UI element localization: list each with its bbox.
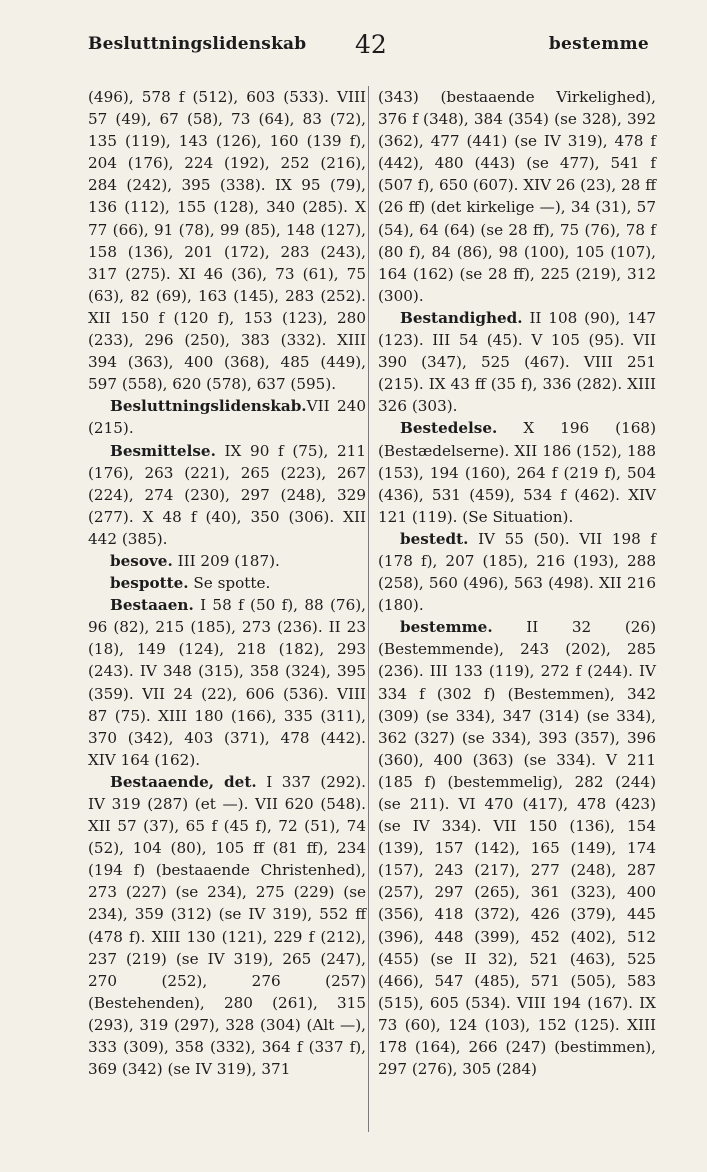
entry-references: IX 90 f (75), 211 (176), 263 (221), 265 (223), 267 (224), 274 (230), 297 (248), 329 (277). X 48 f (40), 350 (306). XII 442 (385). [88, 441, 367, 548]
page-header [0, 30, 707, 64]
page-number: 42 [355, 30, 387, 59]
entry-references: I 58 f (50 f), 88 (76), 96 (82), 215 (185), 273 (236). II 23 (18), 149 (124), 218 (182), 293 (243). IV 348 (315), 358 (324), 395 (359). VII 24 (22), 606 (536). VIII 87 (75). XIII 180 (166), 335 (311), 370 (342), 403 (371), 478 (442). XIV 164 (162). [88, 596, 366, 769]
running-head-left: Besluttningslidenskab [88, 34, 307, 54]
entry-headword: bespotte. [110, 574, 189, 593]
entry-references: (496), 578 f (512), 603 (533). VIII 57 (49), 67 (58), 73 (64), 83 (72), 135 (119), 143 (126), 160 (139 f), 204 (176), 224 (192), 252 (216), 284 (242), 395 (338). IX 95 (79), 136 (112), 155 (128), 340 (285). X 77 (66), 91 (78), 99 (85), 148 (127), 158 (136), 201 (172), 283 (243), 317 (275). XI 46 (36), 73 (61), 75 (63), 82 (69), 163 (145), 283 (252). XII 150 f (120 f), 153 (123), 280 (233), 296 (250), 383 (332). XIII 394 (363), 400 (368), 485 (449), 597 (558), 620 (578), 637 (595). [88, 88, 366, 394]
index-entry [378, 417, 656, 527]
entry-references: II 108 (90), 147 (123). III 54 (45). V 105 (95). VII 390 (347), 525 (467). VIII 251 (215). IX 43 ff (35 f), 336 (282). XIII 326 (303). [378, 308, 656, 416]
entry-headword: Bestedelse. [400, 419, 498, 438]
entry-references: (343) (bestaaende Virkelighed), 376 f (348), 384 (354) (se 328), 392 (362), 477 (441) (se IV 319), 478 f (442), 480 (443) (se 477), 541 f (507 f), 650 (607). XIV 26 (23), 28 ff (26 ff) (det kirkelige —), 34 (31), 57 (54), 64 (64) (se 28 ff), 75 (76), 78 f (80 f), 84 (86), 98 (100), 105 (107), 164 (162) (se 28 ff), 225 (219), 312 (300). [378, 88, 656, 305]
left-column [88, 86, 366, 1080]
entry-references: II 32 (26) (Bestemmende), 243 (202), 285 (236). III 133 (119), 272 f (244). IV 334 f (302 f) (Bestemmen), 342 (309) (se 334), 347 (314) (se 334), 362 (327) (se 334), 393 (357), 396 (360), 400 (363) (se 334). V 211 (185 f) (bestemmelig), 282 (244) (se 211). VI 470 (417), 478 (423) (se IV 334). VII 150 (136), 154 (139), 157 (142), 165 (149), 174 (157), 243 (217), 277 (248), 287 (257), 297 (265), 361 (323), 400 (356), 418 (372), 426 (379), 445 (396), 448 (399), 452 (402), 512 (455) (se II 32), 521 (463), 525 (466), 547 (485), 571 (505), 583 (515), 605 (534). VIII 194 (167). IX 73 (60), 124 (103), 152 (125). XIII 178 (164), 266 (247) (bestimmen), 297 (276), 305 (284) [378, 618, 657, 1079]
index-entry [88, 572, 366, 594]
index-entry [88, 594, 366, 771]
index-entry [88, 395, 366, 439]
index-entry [378, 528, 656, 616]
entry-references: X 196 (168) (Bestædelserne). XII 186 (152), 188 (153), 194 (160), 264 f (219 f), 504 (436), 531 (459), 534 f (462). XIV 121 (119). (Se Situation). [378, 419, 657, 526]
entry-headword: Bestaaende, det. [110, 772, 257, 791]
index-entry-continued [88, 86, 366, 395]
entry-references: IV 55 (50). VII 198 f (178 f), 207 (185), 216 (193), 288 (258), 560 (496), 563 (498). XII 216 (180). [378, 529, 657, 615]
entry-references: Se spotte. [193, 574, 271, 593]
index-entry [378, 307, 656, 417]
entry-references: I 337 (292). IV 319 (287) (et —). VII 620 (548). XII 57 (37), 65 f (45 f), 72 (51), 74 (52), 104 (80), 105 ff (81 ff), 234 (194 f) (bestaaende Christenhed), 273 (227) (se 234), 275 (229) (se 234), 359 (312) (se IV 319), 552 ff (478 f). XIII 130 (121), 229 f (212), 237 (219) (se IV 319), 265 (247), 270 (252), 276 (257) (Bestehenden), 280 (261), 315 (293), 319 (297), 328 (304) (Alt —), 333 (309), 358 (332), 364 f (337 f), 369 (342) (se IV 319), 371 [88, 772, 367, 1079]
right-column [378, 86, 656, 1080]
entry-headword: besove. [110, 551, 173, 570]
entry-headword: bestedt. [400, 529, 469, 548]
running-head-right: bestemme [548, 34, 649, 54]
entry-headword: Besmittelse. [110, 441, 216, 460]
entry-references: III 209 (187). [177, 551, 280, 570]
index-entry [378, 616, 656, 1080]
index-entry [88, 440, 366, 550]
entry-headword: bestemme. [400, 618, 493, 637]
entry-references: VII 240 (215). [88, 397, 366, 438]
entry-headword: Bestaaen. [110, 596, 194, 615]
entry-headword: Besluttningslidenskab. [110, 397, 307, 416]
entry-headword: Bestandighed. [400, 308, 523, 327]
index-entry [88, 550, 366, 572]
column-divider [368, 86, 369, 1132]
index-entry [88, 771, 366, 1080]
index-entry-continued [378, 86, 656, 307]
